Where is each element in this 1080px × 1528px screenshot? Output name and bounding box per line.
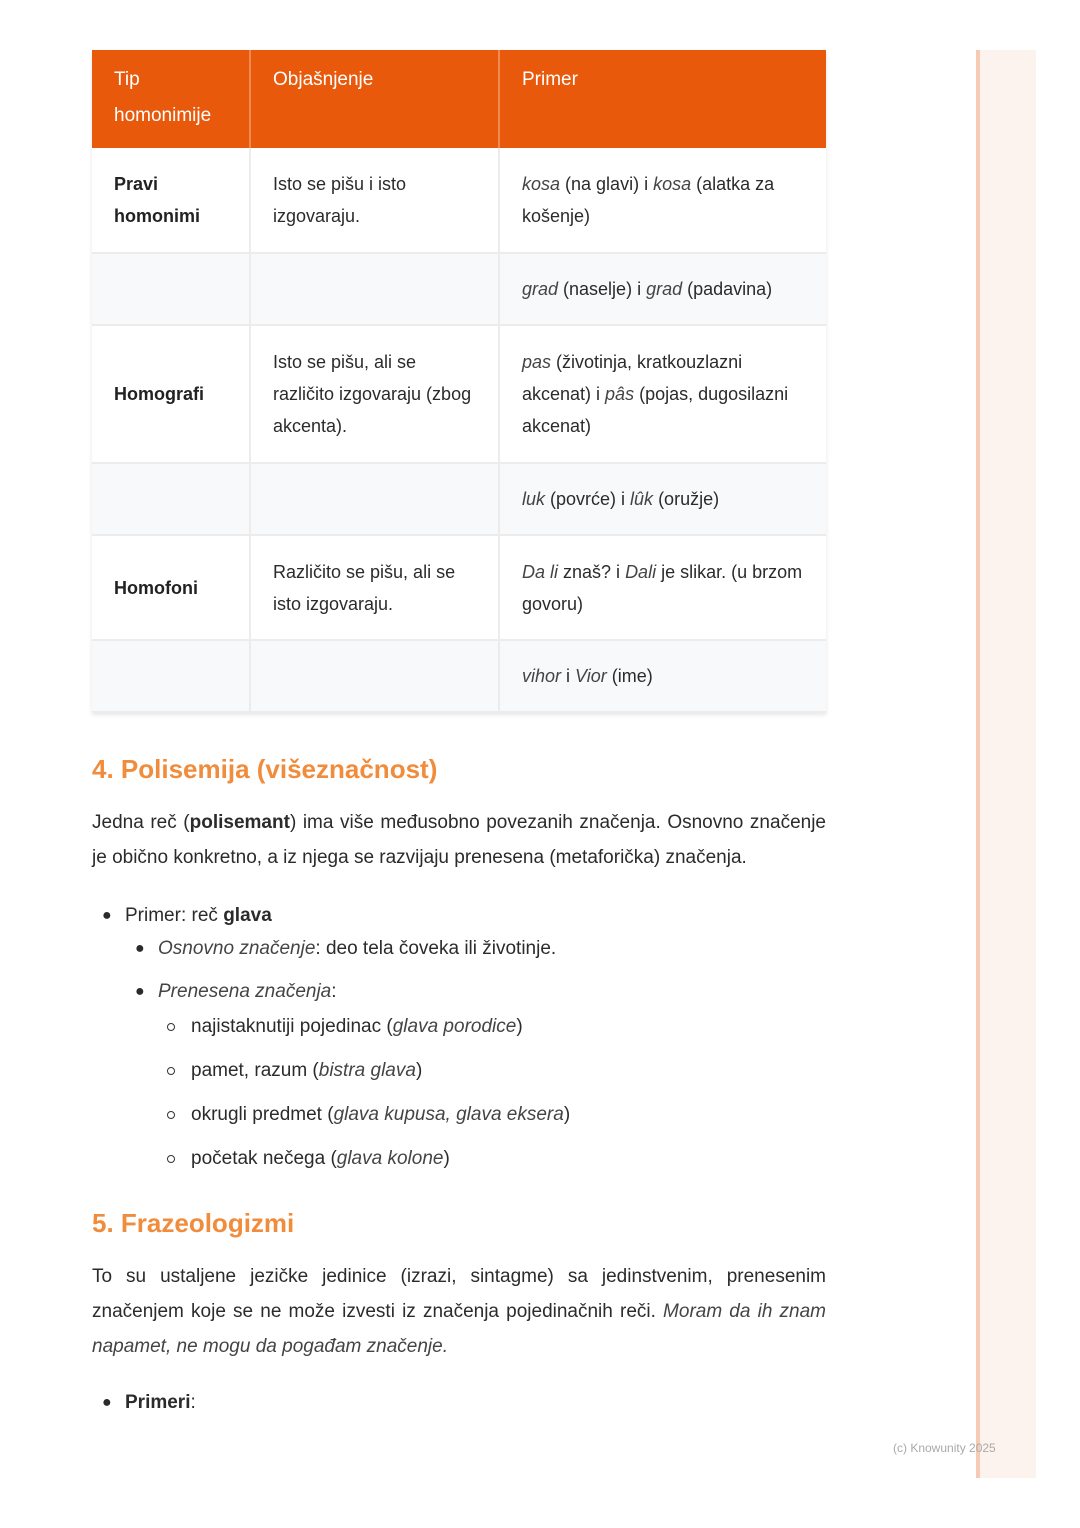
document-content <box>92 50 826 1419</box>
example-word: Da li <box>522 561 559 582</box>
cell-example <box>499 535 826 640</box>
table-row <box>92 463 826 535</box>
text: pamet, razum ( <box>191 1060 319 1081</box>
table-header-row <box>92 50 826 148</box>
list-item <box>191 1142 826 1175</box>
bullet-icon: ● <box>135 983 145 1000</box>
table-row <box>92 325 826 463</box>
table-row <box>92 535 826 640</box>
meaning-list <box>125 932 826 1175</box>
example-word: Dali <box>625 561 657 582</box>
bullet-icon: ● <box>102 907 112 924</box>
text: ) ima više međusobno povezanih značenja. Osnovno značenje je obično konkretno, a iz njega se razvijaju prenesena (metaforička) značenja. <box>92 812 826 868</box>
text: početak nečega ( <box>191 1148 337 1169</box>
text: ) <box>563 1104 571 1125</box>
example-phrase: bistra glava <box>318 1060 416 1081</box>
example-phrase: glava porodice <box>392 1016 517 1037</box>
example-word: kosa <box>522 174 561 194</box>
list-item <box>191 1010 826 1043</box>
example-text: (alatka za košenje) <box>522 174 775 226</box>
list-item <box>191 1054 826 1087</box>
watermark: (c) Knowunity 2025 <box>893 1441 996 1455</box>
example-text: (povrće) i <box>545 489 631 509</box>
cell-explanation <box>250 253 499 325</box>
table-row <box>92 148 826 253</box>
bullet-icon: ● <box>102 1394 112 1411</box>
example-word: kosa <box>653 174 692 194</box>
text: ) <box>415 1060 423 1081</box>
examples-label: Primeri <box>125 1392 191 1413</box>
cell-explanation <box>250 640 499 712</box>
text: To su ustaljene jezičke jedinice (izrazi, sintagme) sa jedinstvenim, prenesenim značenjem koje se ne može izvesti iz značenja pojedinačnih reči. <box>92 1266 826 1322</box>
polysemy-list <box>92 899 826 1175</box>
cell-explanation: Isto se pišu i isto izgovaraju. <box>250 148 499 253</box>
cell-example <box>499 253 826 325</box>
example-text: (pojas, dugosilazni akcenat) <box>522 384 789 436</box>
cell-example <box>499 463 826 535</box>
note-italic: Moram da ih znam napamet, ne mogu da pogađam značenje. <box>92 1301 826 1357</box>
text: : deo tela čoveka ili životinje. <box>315 938 557 959</box>
example-text: (životinja, kratkouzlazni akcenat) i <box>522 352 743 404</box>
cell-type <box>92 253 250 325</box>
example-word: pas <box>522 352 552 372</box>
text: Jedna reč ( <box>92 812 190 833</box>
example-word: grad <box>646 279 683 299</box>
cell-type: Pravi homonimi <box>92 148 250 253</box>
label-transferred-meanings: Prenesena značenja <box>158 981 332 1002</box>
text: okrugli predmet ( <box>191 1104 334 1125</box>
example-text: je slikar. (u brzom govoru) <box>522 561 803 614</box>
example-phrase: glava kolone <box>336 1148 444 1169</box>
table-row <box>92 640 826 712</box>
cell-explanation <box>250 463 499 535</box>
section-heading-phraseology: 5. Frazeologizmi <box>92 1208 295 1238</box>
bullet-icon: ● <box>135 940 145 957</box>
circle-bullet-icon <box>167 1111 175 1119</box>
term-polisemant: polisemant <box>189 812 290 833</box>
page-sidebar <box>976 50 1036 1478</box>
transferred-meanings-list <box>158 1010 826 1175</box>
cell-example <box>499 148 826 253</box>
phraseology-paragraph <box>92 1259 826 1364</box>
circle-bullet-icon <box>167 1067 175 1075</box>
cell-type: Homografi <box>92 325 250 463</box>
example-text: (padavina) <box>682 279 773 299</box>
table-row <box>92 253 826 325</box>
list-item <box>135 975 826 1175</box>
cell-explanation: Različito se pišu, ali se isto izgovaraju. <box>250 535 499 640</box>
cell-example <box>499 640 826 712</box>
example-word: glava <box>223 905 272 926</box>
cell-example <box>499 325 826 463</box>
circle-bullet-icon <box>167 1155 175 1163</box>
circle-bullet-icon <box>167 1023 175 1031</box>
list-item <box>135 932 826 965</box>
label-basic-meaning: Osnovno značenje <box>158 938 316 959</box>
example-word: luk <box>522 489 546 509</box>
list-item <box>102 1386 826 1419</box>
cell-explanation: Isto se pišu, ali se različito izgovaraju (zbog akcenta). <box>250 325 499 463</box>
example-word: Vior <box>575 666 607 686</box>
text: ) <box>516 1016 523 1037</box>
cell-type <box>92 640 250 712</box>
list-item <box>191 1098 826 1131</box>
example-word: pâs <box>605 384 635 404</box>
cell-type: Homofoni <box>92 535 250 640</box>
section-heading-polysemy: 4. Polisemija (višeznačnost) <box>92 754 438 784</box>
homonymy-table <box>92 50 826 713</box>
example-text: (na glavi) i <box>560 174 654 194</box>
example-text: (ime) <box>606 666 653 686</box>
text: : <box>190 1392 196 1413</box>
header-example: Primer <box>499 50 826 148</box>
example-text: i <box>561 666 576 686</box>
example-word: vihor <box>522 666 562 686</box>
example-word: grad <box>522 279 559 299</box>
example-text: (naselje) i <box>558 279 647 299</box>
text: Primer: reč <box>125 905 224 926</box>
phraseology-list <box>92 1386 826 1419</box>
list-item <box>102 899 826 1175</box>
text: : <box>331 981 337 1002</box>
example-text: znaš? i <box>558 561 626 582</box>
text: najistaknutiji pojedinac ( <box>191 1016 393 1037</box>
polysemy-paragraph <box>92 805 826 875</box>
example-word: lûk <box>630 489 654 509</box>
example-text: (oružje) <box>653 489 720 509</box>
cell-type <box>92 463 250 535</box>
text: ) <box>443 1148 450 1169</box>
example-phrase: glava kupusa, glava eksera <box>333 1104 564 1125</box>
header-type: Tip homonimije <box>92 50 250 148</box>
header-explanation: Objašnjenje <box>250 50 499 148</box>
